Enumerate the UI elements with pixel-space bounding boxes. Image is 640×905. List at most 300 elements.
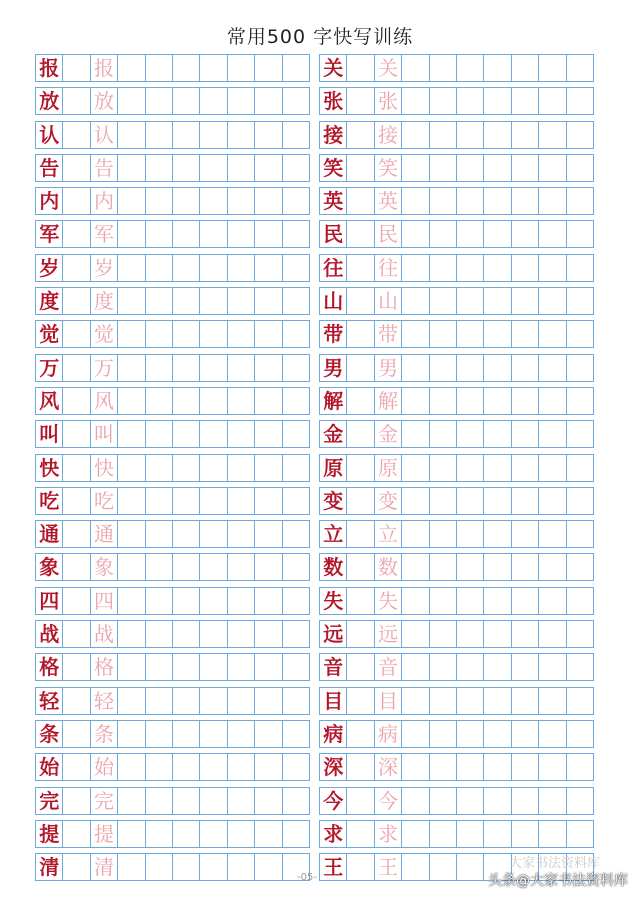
model-character: 音 (319, 653, 347, 681)
empty-practice-cell (456, 653, 484, 681)
empty-practice-cell (401, 520, 429, 548)
empty-practice-cell (456, 687, 484, 715)
right-practice-half (319, 454, 603, 482)
trace-character: 轻 (90, 687, 118, 715)
empty-practice-cell (117, 254, 145, 282)
empty-practice-cell (254, 220, 282, 248)
empty-practice-cell (511, 620, 539, 648)
empty-practice-cell (199, 54, 227, 82)
trace-character: 吃 (90, 487, 118, 515)
grid-row (35, 154, 603, 182)
grid-row (35, 354, 603, 382)
empty-practice-cell (346, 487, 374, 515)
empty-practice-cell (538, 520, 566, 548)
empty-practice-cell (346, 454, 374, 482)
empty-practice-cell (117, 154, 145, 182)
empty-practice-cell (199, 287, 227, 315)
empty-practice-cell (483, 187, 511, 215)
trace-character: 岁 (90, 254, 118, 282)
empty-practice-cell (199, 853, 227, 881)
empty-practice-cell (199, 753, 227, 781)
trace-character: 立 (374, 520, 402, 548)
left-practice-half (35, 154, 319, 182)
model-character: 王 (319, 853, 347, 881)
empty-practice-cell (199, 387, 227, 415)
empty-practice-cell (145, 187, 173, 215)
empty-practice-cell (145, 587, 173, 615)
empty-practice-cell (401, 387, 429, 415)
empty-practice-cell (145, 320, 173, 348)
model-character: 战 (35, 620, 63, 648)
grid-row (35, 820, 603, 848)
empty-practice-cell (227, 154, 255, 182)
empty-practice-cell (282, 420, 310, 448)
empty-practice-cell (346, 853, 374, 881)
empty-practice-cell (227, 354, 255, 382)
empty-practice-cell (456, 54, 484, 82)
empty-practice-cell (511, 820, 539, 848)
empty-practice-cell (117, 187, 145, 215)
left-practice-half (35, 387, 319, 415)
trace-character: 战 (90, 620, 118, 648)
grid-row (35, 220, 603, 248)
left-practice-half (35, 121, 319, 149)
model-character: 病 (319, 720, 347, 748)
empty-practice-cell (282, 620, 310, 648)
empty-practice-cell (456, 220, 484, 248)
empty-practice-cell (199, 320, 227, 348)
empty-practice-cell (199, 187, 227, 215)
empty-practice-cell (254, 54, 282, 82)
grid-row (35, 287, 603, 315)
grid-row (35, 420, 603, 448)
empty-practice-cell (145, 354, 173, 382)
model-character: 山 (319, 287, 347, 315)
empty-practice-cell (254, 387, 282, 415)
empty-practice-cell (172, 520, 200, 548)
empty-practice-cell (117, 387, 145, 415)
empty-practice-cell (282, 354, 310, 382)
empty-practice-cell (483, 620, 511, 648)
empty-practice-cell (62, 387, 90, 415)
empty-practice-cell (199, 454, 227, 482)
empty-practice-cell (254, 820, 282, 848)
empty-practice-cell (429, 454, 457, 482)
empty-practice-cell (483, 154, 511, 182)
empty-practice-cell (511, 121, 539, 149)
empty-practice-cell (346, 187, 374, 215)
grid-row (35, 653, 603, 681)
model-character: 叫 (35, 420, 63, 448)
empty-practice-cell (456, 553, 484, 581)
empty-practice-cell (145, 420, 173, 448)
left-practice-half (35, 787, 319, 815)
empty-practice-cell (429, 254, 457, 282)
empty-practice-cell (511, 687, 539, 715)
empty-practice-cell (199, 820, 227, 848)
empty-practice-cell (117, 420, 145, 448)
empty-practice-cell (254, 853, 282, 881)
trace-character: 音 (374, 653, 402, 681)
empty-practice-cell (254, 687, 282, 715)
empty-practice-cell (401, 487, 429, 515)
empty-practice-cell (145, 487, 173, 515)
left-practice-half (35, 753, 319, 781)
empty-practice-cell (145, 454, 173, 482)
trace-character: 求 (374, 820, 402, 848)
empty-practice-cell (282, 454, 310, 482)
empty-practice-cell (145, 387, 173, 415)
right-practice-half (319, 154, 603, 182)
empty-practice-cell (429, 187, 457, 215)
empty-practice-cell (538, 254, 566, 282)
empty-practice-cell (145, 853, 173, 881)
empty-practice-cell (401, 420, 429, 448)
grid-row (35, 753, 603, 781)
empty-practice-cell (62, 853, 90, 881)
empty-practice-cell (145, 121, 173, 149)
empty-practice-cell (429, 587, 457, 615)
empty-practice-cell (282, 121, 310, 149)
empty-practice-cell (62, 320, 90, 348)
empty-practice-cell (346, 653, 374, 681)
grid-row (35, 787, 603, 815)
grid-row (35, 620, 603, 648)
empty-practice-cell (346, 287, 374, 315)
empty-practice-cell (199, 620, 227, 648)
empty-practice-cell (172, 354, 200, 382)
trace-character: 告 (90, 154, 118, 182)
empty-practice-cell (282, 287, 310, 315)
empty-practice-cell (62, 820, 90, 848)
empty-practice-cell (172, 220, 200, 248)
model-character: 认 (35, 121, 63, 149)
empty-practice-cell (145, 620, 173, 648)
empty-practice-cell (429, 620, 457, 648)
empty-practice-cell (117, 121, 145, 149)
empty-practice-cell (346, 420, 374, 448)
model-character: 吃 (35, 487, 63, 515)
empty-practice-cell (172, 753, 200, 781)
empty-practice-cell (62, 121, 90, 149)
right-practice-half (319, 354, 603, 382)
left-practice-half (35, 220, 319, 248)
empty-practice-cell (172, 487, 200, 515)
empty-practice-cell (282, 720, 310, 748)
empty-practice-cell (401, 687, 429, 715)
empty-practice-cell (227, 620, 255, 648)
empty-practice-cell (62, 620, 90, 648)
empty-practice-cell (346, 121, 374, 149)
empty-practice-cell (566, 254, 594, 282)
left-practice-half (35, 287, 319, 315)
empty-practice-cell (566, 121, 594, 149)
empty-practice-cell (429, 687, 457, 715)
empty-practice-cell (227, 54, 255, 82)
empty-practice-cell (145, 254, 173, 282)
empty-practice-cell (456, 387, 484, 415)
empty-practice-cell (456, 354, 484, 382)
empty-practice-cell (511, 753, 539, 781)
grid-row (35, 121, 603, 149)
empty-practice-cell (145, 720, 173, 748)
grid-row (35, 187, 603, 215)
empty-practice-cell (172, 620, 200, 648)
empty-practice-cell (429, 87, 457, 115)
empty-practice-cell (199, 220, 227, 248)
empty-practice-cell (282, 487, 310, 515)
empty-practice-cell (346, 154, 374, 182)
empty-practice-cell (199, 420, 227, 448)
empty-practice-cell (401, 54, 429, 82)
empty-practice-cell (511, 87, 539, 115)
model-character: 失 (319, 587, 347, 615)
grid-row (35, 687, 603, 715)
empty-practice-cell (456, 454, 484, 482)
empty-practice-cell (117, 220, 145, 248)
empty-practice-cell (429, 354, 457, 382)
left-practice-half (35, 320, 319, 348)
empty-practice-cell (483, 54, 511, 82)
trace-character: 四 (90, 587, 118, 615)
empty-practice-cell (145, 154, 173, 182)
left-practice-half (35, 354, 319, 382)
empty-practice-cell (227, 420, 255, 448)
model-character: 张 (319, 87, 347, 115)
left-practice-half (35, 254, 319, 282)
model-character: 提 (35, 820, 63, 848)
trace-character: 笑 (374, 154, 402, 182)
empty-practice-cell (538, 553, 566, 581)
empty-practice-cell (456, 520, 484, 548)
empty-practice-cell (346, 354, 374, 382)
empty-practice-cell (145, 220, 173, 248)
empty-practice-cell (456, 254, 484, 282)
right-practice-half (319, 820, 603, 848)
empty-practice-cell (566, 454, 594, 482)
empty-practice-cell (227, 687, 255, 715)
empty-practice-cell (538, 354, 566, 382)
empty-practice-cell (401, 220, 429, 248)
trace-character: 放 (90, 87, 118, 115)
model-character: 数 (319, 553, 347, 581)
trace-character: 关 (374, 54, 402, 82)
left-practice-half (35, 553, 319, 581)
empty-practice-cell (172, 853, 200, 881)
trace-character: 往 (374, 254, 402, 282)
empty-practice-cell (282, 187, 310, 215)
empty-practice-cell (227, 587, 255, 615)
empty-practice-cell (566, 54, 594, 82)
left-practice-half (35, 653, 319, 681)
trace-character: 条 (90, 720, 118, 748)
empty-practice-cell (483, 320, 511, 348)
empty-practice-cell (429, 287, 457, 315)
empty-practice-cell (566, 387, 594, 415)
empty-practice-cell (145, 54, 173, 82)
model-character: 轻 (35, 687, 63, 715)
empty-practice-cell (483, 487, 511, 515)
empty-practice-cell (199, 653, 227, 681)
empty-practice-cell (538, 487, 566, 515)
trace-character: 完 (90, 787, 118, 815)
trace-character: 内 (90, 187, 118, 215)
empty-practice-cell (117, 320, 145, 348)
empty-practice-cell (456, 587, 484, 615)
empty-practice-cell (566, 487, 594, 515)
empty-practice-cell (429, 720, 457, 748)
empty-practice-cell (346, 320, 374, 348)
empty-practice-cell (566, 320, 594, 348)
empty-practice-cell (62, 553, 90, 581)
empty-practice-cell (172, 587, 200, 615)
grid-row (35, 254, 603, 282)
empty-practice-cell (566, 620, 594, 648)
trace-character: 原 (374, 454, 402, 482)
empty-practice-cell (483, 520, 511, 548)
empty-practice-cell (566, 154, 594, 182)
trace-character: 解 (374, 387, 402, 415)
empty-practice-cell (538, 620, 566, 648)
empty-practice-cell (254, 787, 282, 815)
empty-practice-cell (538, 320, 566, 348)
empty-practice-cell (62, 720, 90, 748)
empty-practice-cell (511, 254, 539, 282)
model-character: 告 (35, 154, 63, 182)
empty-practice-cell (282, 587, 310, 615)
right-practice-half (319, 787, 603, 815)
empty-practice-cell (566, 787, 594, 815)
empty-practice-cell (483, 553, 511, 581)
left-practice-half (35, 853, 319, 881)
empty-practice-cell (117, 54, 145, 82)
empty-practice-cell (172, 254, 200, 282)
empty-practice-cell (566, 287, 594, 315)
model-character: 觉 (35, 320, 63, 348)
empty-practice-cell (227, 387, 255, 415)
trace-character: 数 (374, 553, 402, 581)
empty-practice-cell (117, 620, 145, 648)
grid-row (35, 54, 603, 82)
empty-practice-cell (117, 687, 145, 715)
page-number: -05- (297, 872, 317, 883)
model-character: 男 (319, 354, 347, 382)
empty-practice-cell (145, 653, 173, 681)
empty-practice-cell (511, 553, 539, 581)
empty-practice-cell (401, 653, 429, 681)
model-character: 深 (319, 753, 347, 781)
empty-practice-cell (401, 121, 429, 149)
empty-practice-cell (401, 87, 429, 115)
empty-practice-cell (282, 653, 310, 681)
empty-practice-cell (401, 354, 429, 382)
empty-practice-cell (456, 154, 484, 182)
model-character: 远 (319, 620, 347, 648)
right-practice-half (319, 420, 603, 448)
empty-practice-cell (172, 187, 200, 215)
faint-watermark: 大家书法资料库 (508, 856, 600, 871)
model-character: 格 (35, 653, 63, 681)
empty-practice-cell (483, 687, 511, 715)
empty-practice-cell (483, 820, 511, 848)
empty-practice-cell (227, 220, 255, 248)
empty-practice-cell (227, 187, 255, 215)
empty-practice-cell (172, 820, 200, 848)
empty-practice-cell (456, 753, 484, 781)
trace-character: 张 (374, 87, 402, 115)
empty-practice-cell (199, 354, 227, 382)
trace-character: 远 (374, 620, 402, 648)
empty-practice-cell (227, 787, 255, 815)
trace-character: 风 (90, 387, 118, 415)
left-practice-half (35, 687, 319, 715)
empty-practice-cell (566, 87, 594, 115)
grid-row (35, 553, 603, 581)
trace-character: 认 (90, 121, 118, 149)
empty-practice-cell (254, 653, 282, 681)
empty-practice-cell (199, 553, 227, 581)
right-practice-half (319, 753, 603, 781)
empty-practice-cell (538, 220, 566, 248)
empty-practice-cell (429, 487, 457, 515)
empty-practice-cell (282, 820, 310, 848)
empty-practice-cell (566, 553, 594, 581)
empty-practice-cell (401, 187, 429, 215)
empty-practice-cell (456, 187, 484, 215)
empty-practice-cell (566, 587, 594, 615)
empty-practice-cell (429, 121, 457, 149)
empty-practice-cell (456, 787, 484, 815)
empty-practice-cell (511, 520, 539, 548)
empty-practice-cell (538, 653, 566, 681)
empty-practice-cell (346, 553, 374, 581)
grid-row (35, 320, 603, 348)
empty-practice-cell (227, 87, 255, 115)
trace-character: 变 (374, 487, 402, 515)
empty-practice-cell (117, 87, 145, 115)
empty-practice-cell (483, 653, 511, 681)
empty-practice-cell (566, 220, 594, 248)
empty-practice-cell (511, 454, 539, 482)
trace-character: 度 (90, 287, 118, 315)
empty-practice-cell (456, 121, 484, 149)
empty-practice-cell (172, 420, 200, 448)
model-character: 度 (35, 287, 63, 315)
model-character: 民 (319, 220, 347, 248)
empty-practice-cell (346, 720, 374, 748)
right-practice-half (319, 553, 603, 581)
empty-practice-cell (483, 787, 511, 815)
model-character: 目 (319, 687, 347, 715)
empty-practice-cell (456, 720, 484, 748)
empty-practice-cell (172, 720, 200, 748)
model-character: 接 (319, 121, 347, 149)
empty-practice-cell (62, 687, 90, 715)
model-character: 四 (35, 587, 63, 615)
empty-practice-cell (199, 587, 227, 615)
empty-practice-cell (511, 154, 539, 182)
empty-practice-cell (346, 87, 374, 115)
trace-character: 山 (374, 287, 402, 315)
empty-practice-cell (282, 787, 310, 815)
empty-practice-cell (62, 287, 90, 315)
model-character: 始 (35, 753, 63, 781)
empty-practice-cell (227, 753, 255, 781)
empty-practice-cell (282, 154, 310, 182)
right-practice-half (319, 320, 603, 348)
empty-practice-cell (145, 753, 173, 781)
empty-practice-cell (401, 853, 429, 881)
